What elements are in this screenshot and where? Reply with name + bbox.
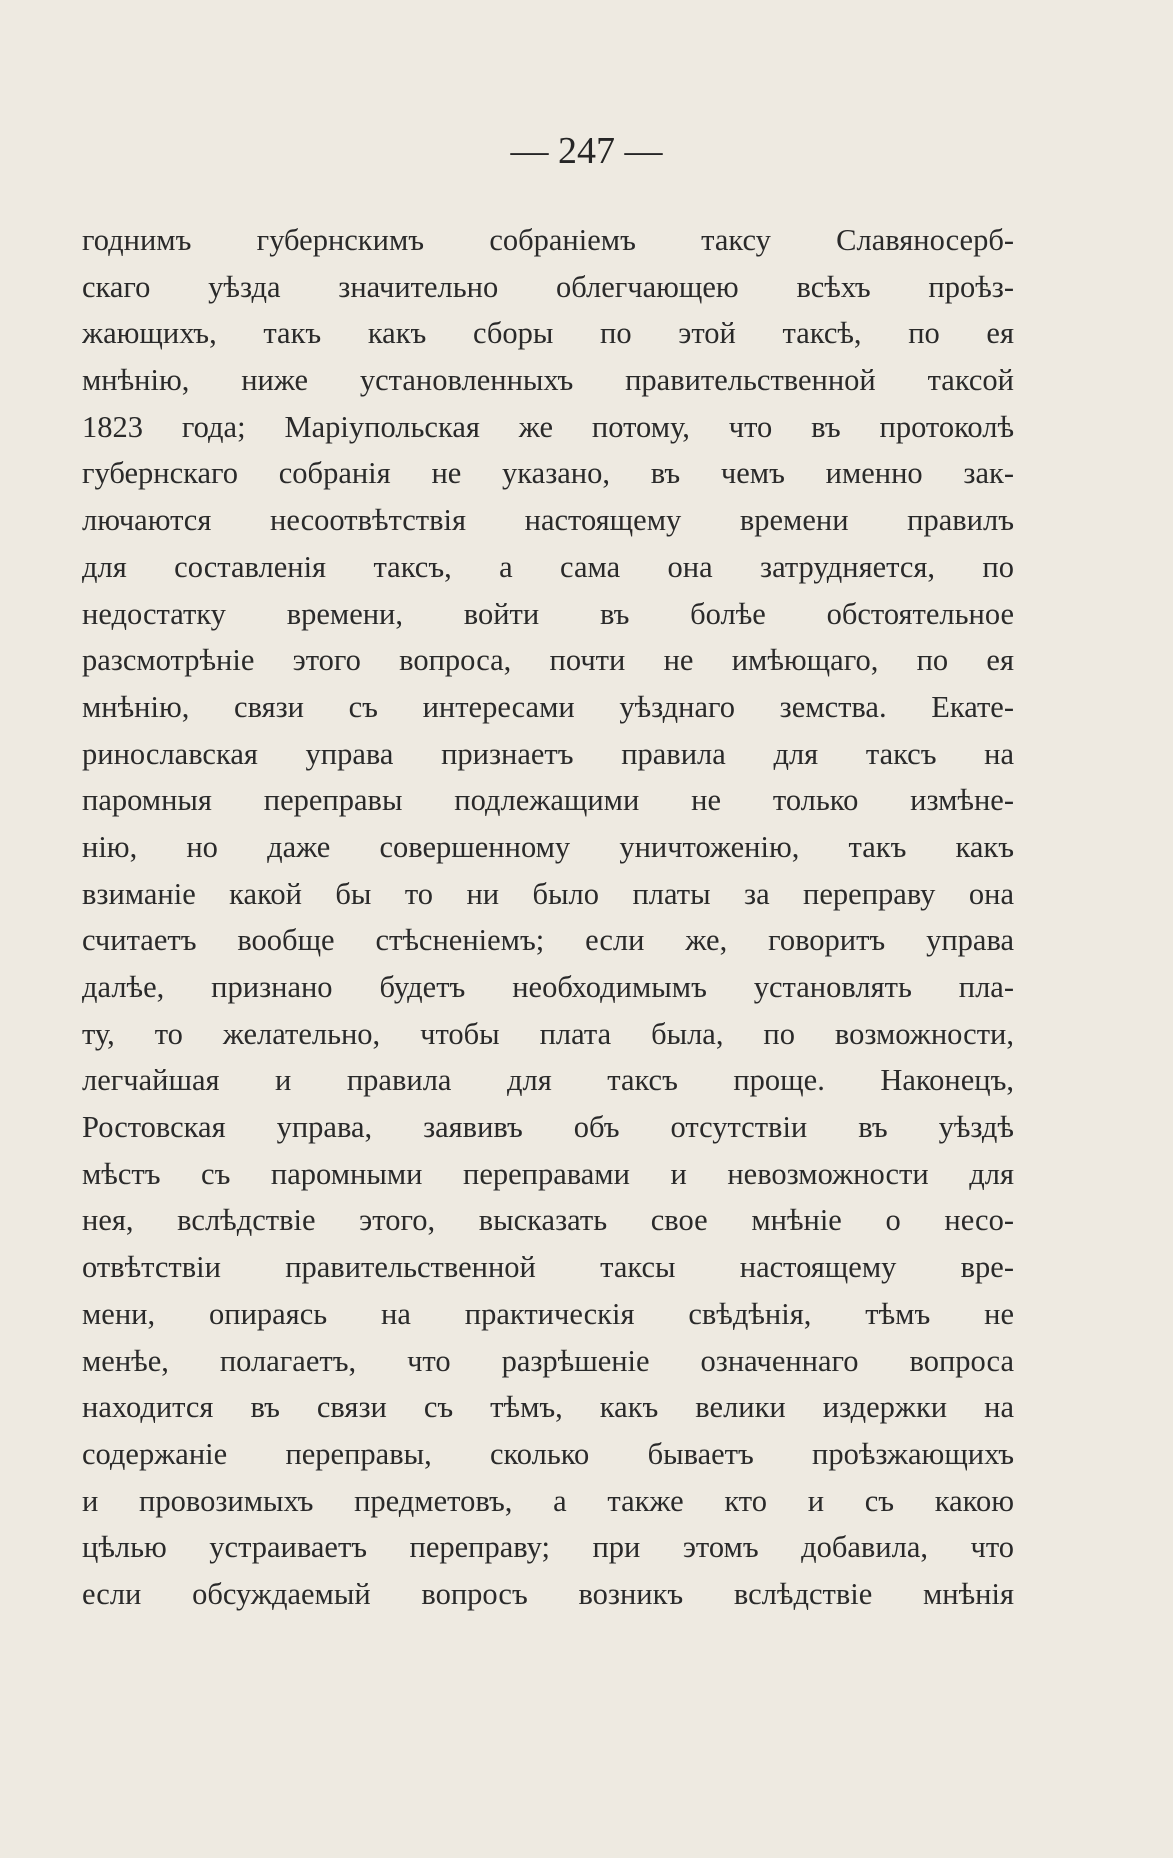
text-line: лючаются несоотвѣтствія настоящему времени правилъ: [82, 503, 1014, 538]
text-line: отвѣтствіи правительственной таксы настоящему вре-: [82, 1250, 1014, 1285]
text-line: далѣе, признано будетъ необходимымъ установлять пла-: [82, 970, 1014, 1004]
text-line: Ростовская управа, заявивъ объ отсутствіи въ уѣздѣ: [82, 1110, 1014, 1145]
text-line: скаго уѣзда значительно облегчающею всѣхъ проѣз-: [82, 269, 1014, 304]
text-line: ринославская управа признаетъ правила для таксъ на: [82, 736, 1014, 771]
body-text: [82, 217, 1014, 1618]
text-line: легчайшая и правила для таксъ проще. Наконецъ,: [82, 1063, 1014, 1098]
text-line: недостатку времени, войти въ болѣе обстоятельное: [82, 596, 1014, 631]
text-line: и провозимыхъ предметовъ, а также кто и съ какою: [82, 1483, 1014, 1518]
text-line: 1823 года; Маріупольская же потому, что въ протоколѣ: [82, 409, 1014, 444]
text-line: губернскаго собранія не указано, въ чемъ именно зак-: [82, 456, 1014, 491]
text-line: ту, то желательно, чтобы плата была, по возможности,: [82, 1016, 1014, 1051]
text-line: цѣлью устраиваетъ переправу; при этомъ добавила, что: [82, 1530, 1014, 1565]
text-line: мени, опираясь на практическія свѣдѣнія, тѣмъ не: [82, 1296, 1014, 1331]
text-line: для составленія таксъ, а сама она затрудняется, по: [82, 549, 1014, 584]
text-line: мнѣнію, связи съ интересами уѣзднаго земства. Екате-: [82, 689, 1014, 724]
text-line: разсмотрѣніе этого вопроса, почти не имѣющаго, по ея: [82, 643, 1014, 678]
text-line: взиманіе какой бы то ни было платы за переправу она: [82, 876, 1014, 911]
text-line: менѣе, полагаетъ, что разрѣшеніе означеннаго вопроса: [82, 1343, 1014, 1378]
text-line: годнимъ губернскимъ собраніемъ таксу Славяносерб-: [82, 223, 1014, 257]
text-line: паромныя переправы подлежащими не только измѣне-: [82, 783, 1014, 818]
text-line: жающихъ, такъ какъ сборы по этой таксѣ, по ея: [82, 316, 1014, 351]
text-line: мѣстъ съ паромными переправами и невозможности для: [82, 1156, 1014, 1191]
text-line: нея, вслѣдствіе этого, высказать свое мнѣніе о несо-: [82, 1203, 1014, 1238]
text-line: находится въ связи съ тѣмъ, какъ велики издержки на: [82, 1390, 1014, 1425]
text-line: нію, но даже совершенному уничтоженію, такъ какъ: [82, 829, 1014, 864]
text-line: если обсуждаемый вопросъ возникъ вслѣдствіе мнѣнія: [82, 1576, 1014, 1611]
text-line: считаетъ вообще стѣсненіемъ; если же, говоритъ управа: [82, 923, 1014, 958]
text-line: содержаніе переправы, сколько бываетъ проѣзжающихъ: [82, 1436, 1014, 1471]
text-line: мнѣнію, ниже установленныхъ правительственной таксой: [82, 363, 1014, 398]
page-number: — 247 —: [510, 130, 663, 172]
